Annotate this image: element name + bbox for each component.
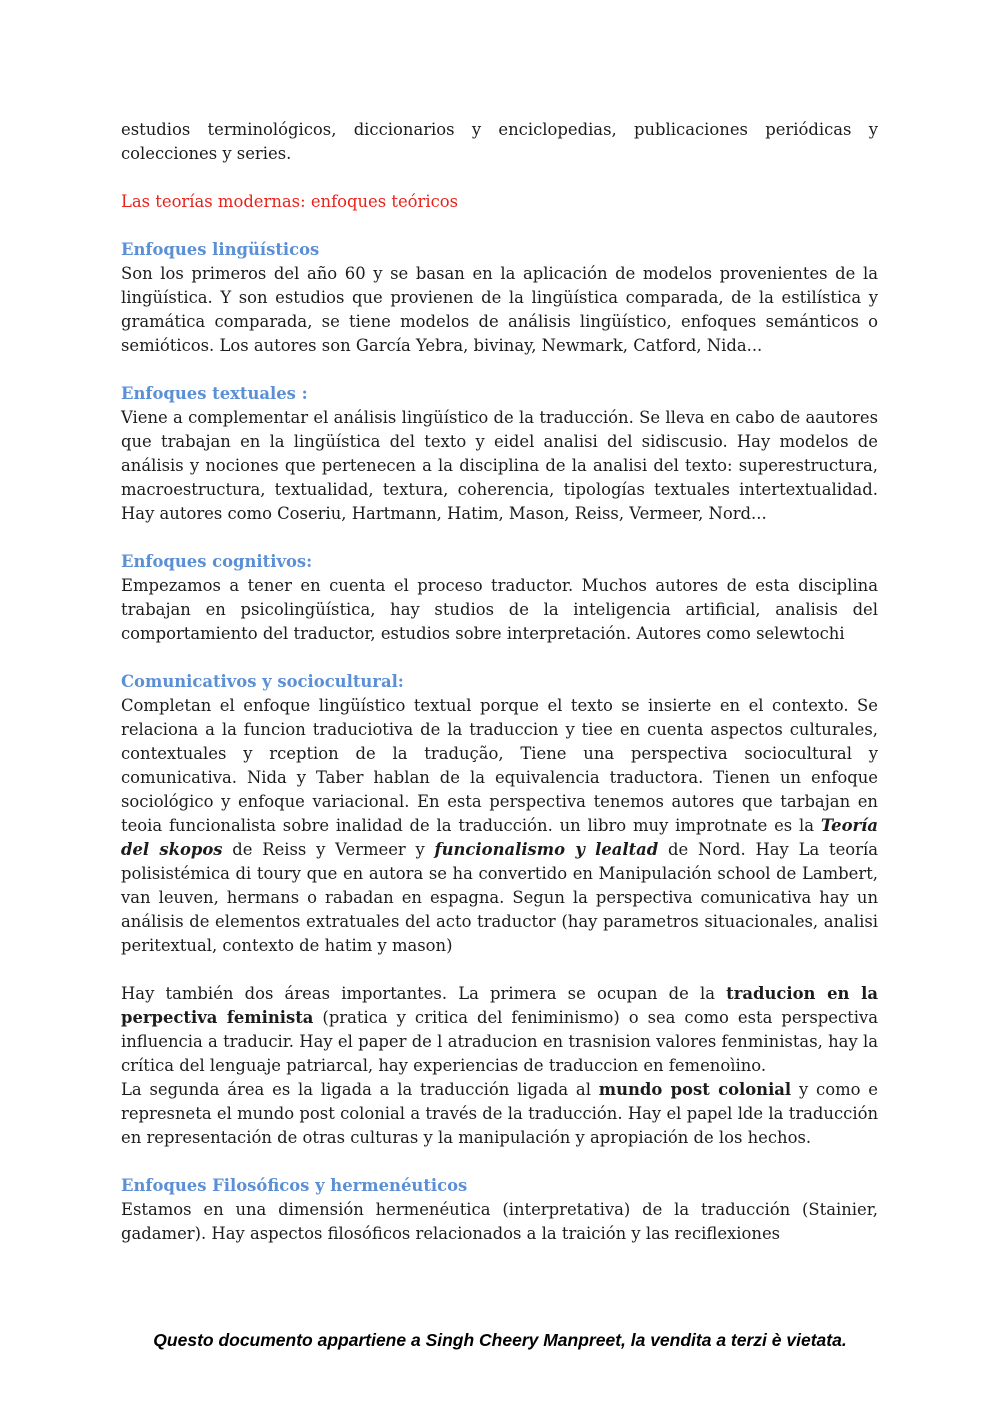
heading-textuales: Enfoques textuales : (121, 384, 308, 403)
paragraph-comunicativos (121, 694, 878, 958)
term-feminista: traducion en la perpectiva feminista (121, 984, 878, 1027)
book-title-funcionalismo: funcionalismo y lealtad (434, 840, 659, 859)
footer-ownership-notice: Questo documento appartiene a Singh Cheery Manpreet, la vendita a terzi è vietata. (153, 1330, 847, 1350)
paragraph-filosoficos: Estamos en una dimensión hermenéutica (interpretativa) de la traducción (Stainier, gadamer). Hay aspectos filosóficos relacionados a la traición y las reciflexiones (121, 1200, 878, 1243)
term-post-colonial: mundo post colonial (598, 1080, 792, 1099)
section-title: Las teorías modernas: enfoques teóricos (121, 192, 459, 211)
heading-filosoficos: Enfoques Filosóficos y hermenéuticos (121, 1176, 468, 1195)
document-page (121, 118, 878, 1246)
heading-linguisticos: Enfoques lingüísticos (121, 240, 320, 259)
intro-paragraph: estudios terminológicos, diccionarios y enciclopedias, publicaciones periódicas y colecciones y series. (121, 120, 878, 163)
paragraph-linguisticos: Son los primeros del año 60 y se basan en la aplicación de modelos provenientes de la lingüística. Y son estudios que provienen de la lingüística comparada, de la estilística y gramática comparada, se tiene modelos de análisis lingüístico, enfoques semánticos o semióticos. Los autores son García Yebra, bivinay, Newmark, Catford, Nida... (121, 264, 878, 355)
book-title-skopos: Teoría del skopos (121, 816, 878, 859)
comunicativos-text-2: de Reiss y Vermeer y (222, 840, 435, 859)
heading-cognitivos: Enfoques cognitivos: (121, 552, 313, 571)
comunicativos-text-1: Completan el enfoque lingüístico textual porque el texto se insierte en el contexto. Se relaciona a la funcion traduciotiva de la traduccion y tiee en cuenta aspectos culturales, contextuales y rception de la tradução, Tiene una perspectiva sociocultural y comunicativa. Nida y Taber hablan de la equivalencia traductora. Tienen un enfoque sociológico y enfoque variacional. En esta perspectiva tenemos autores que tarbajan en teoia funcionalista sobre inalidad de la traducción. un libro muy improtnate es la (121, 696, 878, 835)
areas-text-1b: (pratica y critica del feniminismo) o sea como esta perspectiva influencia a traducir. Hay el paper de l atraducion en trasnision valores fenministas, hay la crítica del lenguaje patriarcal, hay experiencias de traduccion en femenoìino. (121, 1008, 879, 1075)
comunicativos-text-3: de Nord. Hay La teoría polisistémica di toury que en autora se ha convertido en Manipulación school de Lambert, van leuven, hermans o rabadan en espagna. Segun la perspectiva comunicativa hay un análisis de elementos extratuales del acto traductor (hay parametros situacionales, analisi peritextual, contexto de hatim y mason) (121, 840, 878, 955)
areas-text-1a: Hay también dos áreas importantes. La primera se ocupan de la (121, 984, 727, 1003)
paragraph-textuales: Viene a complementar el análisis lingüístico de la traducción. Se lleva en cabo de aautores que trabajan en la lingüística del texto y eidel analisi del sidiscusio. Hay modelos de análisis y nociones que pertenecen a la disciplina de la analisi del texto: superestructura, macroestructura, textualidad, textura, coherencia, tipologías textuales intertextualidad. Hay autores como Coseriu, Hartmann, Hatim, Mason, Reiss, Vermeer, Nord... (121, 408, 878, 523)
paragraph-areas-feminista (121, 982, 878, 1078)
areas-text-2b: y como e represneta el mundo post colonial a través de la traducción. Hay el papel lde la traducción en representación de otras culturas y la manipulación y apropiación de los hechos. (121, 1080, 878, 1147)
paragraph-areas-postcolonial (121, 1078, 878, 1150)
paragraph-cognitivos: Empezamos a tener en cuenta el proceso traductor. Muchos autores de esta disciplina trabajan en psicolingüística, hay studios de la inteligencia artificial, analisis del comportamiento del traductor, estudios sobre interpretación. Autores como selewtochi (121, 576, 878, 643)
areas-text-2a: La segunda área es la ligada a la traducción ligada al (121, 1080, 599, 1099)
heading-comunicativos: Comunicativos y sociocultural: (121, 672, 404, 691)
